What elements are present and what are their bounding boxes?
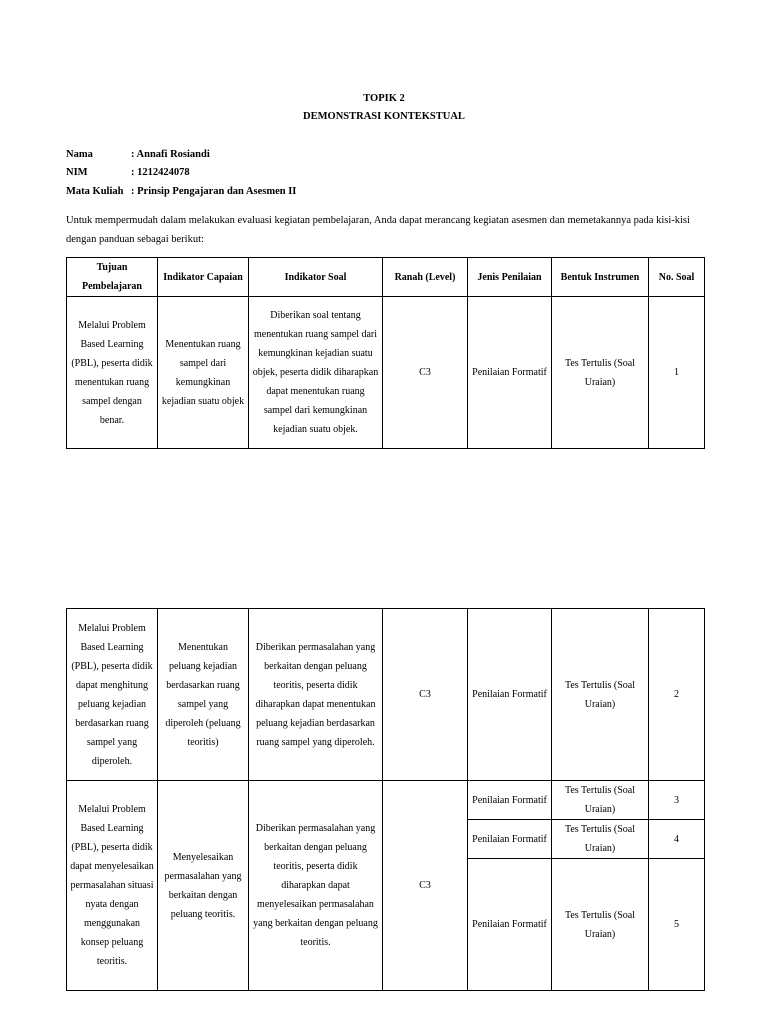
cell-indikator-capaian: Menyelesaikan permasalahan yang berkaitan dengan peluang teoritis. (158, 781, 249, 991)
cell-indikator-soal: Diberikan permasalahan yang berkaitan dengan peluang teoritis, peserta didik diharapkan dapat menyelesaikan permasalahan yang berkaitan dengan peluang teoritis. (249, 781, 383, 991)
header-jenis-penilaian: Jenis Penilaian (468, 258, 552, 297)
cell-no-soal: 3 (649, 781, 705, 820)
cell-jenis-penilaian: Penilaian Formatif (468, 781, 552, 820)
assessment-grid-table (66, 257, 705, 449)
document-title: DEMONSTRASI KONTEKSTUAL (303, 111, 465, 122)
cell-indikator-capaian: Menentukan peluang kejadian berdasarkan ruang sampel yang diperoleh (peluang teoritis) (158, 609, 249, 781)
header-indikator-soal: Indikator Soal (249, 258, 383, 297)
identity-value: : Annafi Rosiandi (131, 149, 210, 160)
header-indikator-capaian: Indikator Capaian (158, 258, 249, 297)
cell-jenis-penilaian: Penilaian Formatif (468, 859, 552, 991)
cell-no-soal: 5 (649, 859, 705, 991)
cell-indikator-soal: Diberikan permasalahan yang berkaitan dengan peluang teoritis, peserta didik diharapkan dapat menentukan peluang kejadian berdasarkan ruang sampel yang diperoleh. (249, 609, 383, 781)
cell-indikator-capaian: Menentukan ruang sampel dari kemungkinan kejadian suatu objek (158, 297, 249, 449)
header-tujuan: Tujuan Pembelajaran (67, 258, 158, 297)
cell-no-soal: 1 (649, 297, 705, 449)
cell-bentuk-instrumen: Tes Tertulis (Soal Uraian) (552, 297, 649, 449)
cell-bentuk-instrumen: Tes Tertulis (Soal Uraian) (552, 820, 649, 859)
cell-ranah: C3 (383, 609, 468, 781)
table-row (67, 609, 705, 781)
intro-paragraph: Untuk mempermudah dalam melakukan evaluasi kegiatan pembelajaran, Anda dapat merancang kegiatan asesmen dan memetakannya pada kisi-kisi dengan panduan sebagai berikut: (66, 215, 690, 245)
identity-label: NIM (66, 167, 88, 178)
cell-tujuan: Melalui Problem Based Learning (PBL), peserta didik dapat menghitung peluang kejadian berdasarkan ruang sampel yang diperoleh. (67, 609, 158, 781)
cell-jenis-penilaian: Penilaian Formatif (468, 820, 552, 859)
identity-label: Mata Kuliah (66, 186, 124, 197)
table-row (67, 297, 705, 449)
identity-value: : Prinsip Pengajaran dan Asesmen II (131, 186, 297, 197)
assessment-grid-table-continued (66, 608, 705, 991)
table-header-row (67, 258, 705, 297)
identity-value: : 1212424078 (131, 167, 190, 178)
identity-nim-row (66, 167, 190, 178)
cell-bentuk-instrumen: Tes Tertulis (Soal Uraian) (552, 781, 649, 820)
identity-name-row (66, 149, 210, 160)
cell-ranah: C3 (383, 781, 468, 991)
cell-jenis-penilaian: Penilaian Formatif (468, 609, 552, 781)
identity-course-row (66, 186, 296, 197)
cell-no-soal: 4 (649, 820, 705, 859)
header-no-soal: No. Soal (649, 258, 705, 297)
cell-tujuan: Melalui Problem Based Learning (PBL), peserta didik menentukan ruang sampel dengan benar. (67, 297, 158, 449)
cell-indikator-soal: Diberikan soal tentang menentukan ruang sampel dari kemungkinan kejadian suatu objek, peserta didik diharapkan dapat menentukan ruang sampel dari kemungkinan kejadian suatu objek. (249, 297, 383, 449)
topic-label: TOPIK 2 (363, 93, 405, 104)
table-row (67, 781, 705, 820)
header-bentuk-instrumen: Bentuk Instrumen (552, 258, 649, 297)
identity-label: Nama (66, 149, 93, 160)
cell-bentuk-instrumen: Tes Tertulis (Soal Uraian) (552, 609, 649, 781)
cell-no-soal: 2 (649, 609, 705, 781)
header-ranah: Ranah (Level) (383, 258, 468, 297)
cell-jenis-penilaian: Penilaian Formatif (468, 297, 552, 449)
cell-bentuk-instrumen: Tes Tertulis (Soal Uraian) (552, 859, 649, 991)
cell-ranah: C3 (383, 297, 468, 449)
cell-tujuan: Melalui Problem Based Learning (PBL), peserta didik dapat menyelesaikan permasalahan situasi nyata dengan menggunakan konsep peluang teoritis. (67, 781, 158, 991)
